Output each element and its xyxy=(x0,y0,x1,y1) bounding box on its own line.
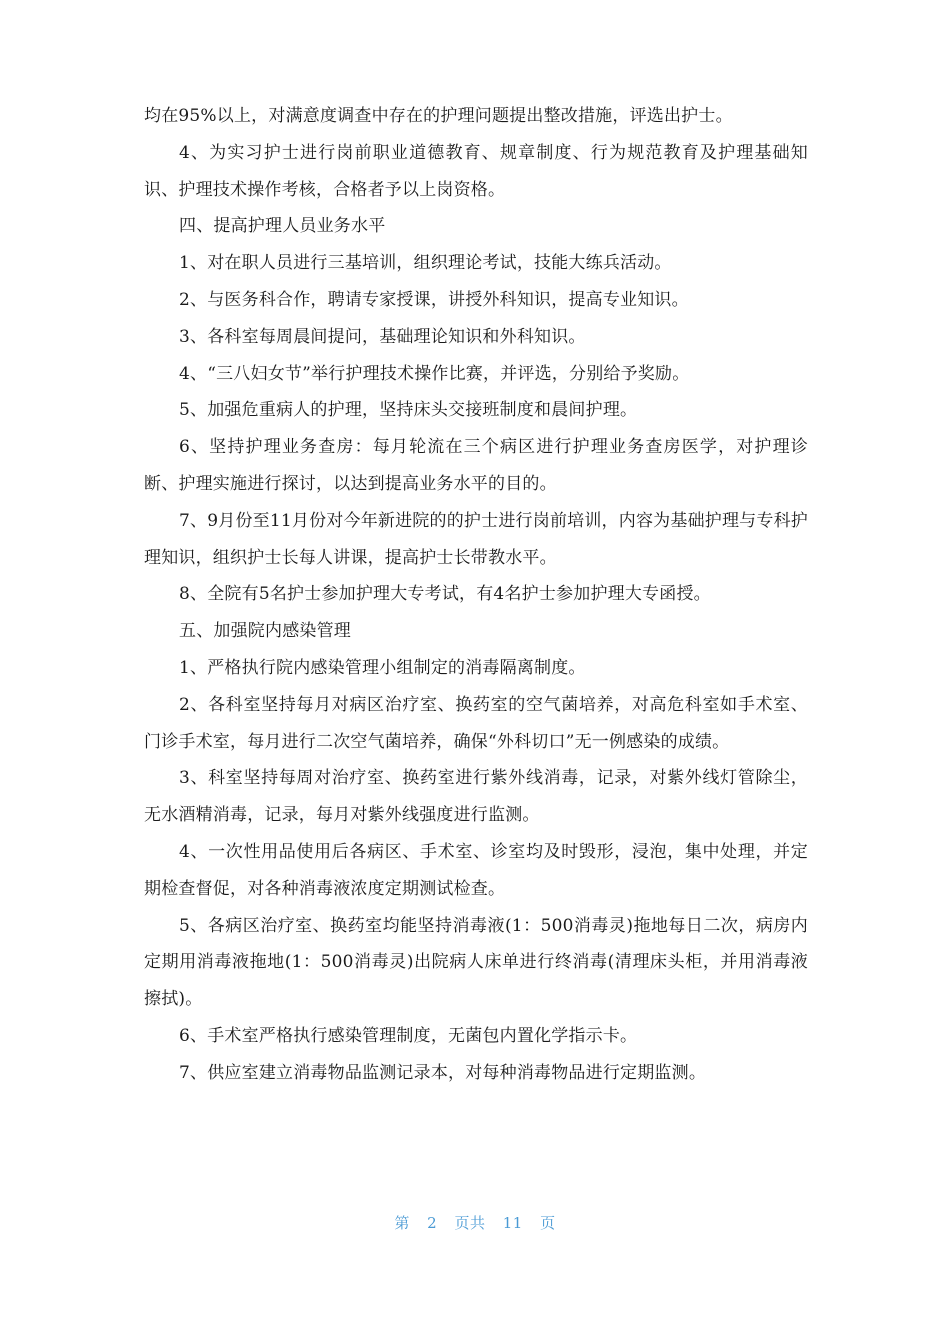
paragraph: 6、手术室严格执行感染管理制度，无菌包内置化学指示卡。 xyxy=(179,1025,638,1046)
document-body xyxy=(144,98,808,1092)
page-footer xyxy=(0,1212,950,1233)
paragraph: 4、一次性用品使用后各病区、手术室、诊室均及时毁形，浸泡，集中处理，并定期检查督促，对各种消毒液浓度定期测试检查。 xyxy=(144,841,808,899)
paragraph: 2、各科室坚持每月对病区治疗室、换药室的空气菌培养，对高危科室如手术室、门诊手术室，每月进行二次空气菌培养，确保“外科切口”无一例感染的成绩。 xyxy=(144,694,808,752)
paragraph: 1、严格执行院内感染管理小组制定的消毒隔离制度。 xyxy=(179,657,586,678)
paragraph: 2、与医务科合作，聘请专家授课，讲授外科知识，提高专业知识。 xyxy=(179,289,689,310)
footer-prefix: 第 xyxy=(394,1214,410,1232)
footer-total-pages: 11 xyxy=(502,1214,523,1232)
paragraph: 3、各科室每周晨间提问，基础理论知识和外科知识。 xyxy=(179,326,586,347)
paragraph: 5、加强危重病人的护理，坚持床头交接班制度和晨间护理。 xyxy=(179,400,638,421)
footer-suffix: 页 xyxy=(540,1214,556,1232)
paragraph: 8、全院有5名护士参加护理大专考试，有4名护士参加护理大专函授。 xyxy=(179,584,711,605)
paragraph: 1、对在职人员进行三基培训，组织理论考试，技能大练兵活动。 xyxy=(179,253,672,274)
footer-page-number: 2 xyxy=(427,1214,438,1232)
paragraph: 6、坚持护理业务查房：每月轮流在三个病区进行护理业务查房医学，对护理诊断、护理实施进行探讨，以达到提高业务水平的目的。 xyxy=(144,437,808,494)
footer-middle: 页共 xyxy=(454,1214,486,1232)
paragraph: 4、为实习护士进行岗前职业道德教育、规章制度、行为规范教育及护理基础知识、护理技术操作考核，合格者予以上岗资格。 xyxy=(144,142,808,200)
paragraph: 3、科室坚持每周对治疗室、换药室进行紫外线消毒，记录，对紫外线灯管除尘，无水酒精消毒，记录，每月对紫外线强度进行监测。 xyxy=(144,768,808,826)
paragraph: 五、加强院内感染管理 xyxy=(179,621,351,642)
paragraph: 4、“三八妇女节”举行护理技术操作比赛，并评选，分别给予奖励。 xyxy=(179,363,690,384)
paragraph: 均在95%以上，对满意度调查中存在的护理问题提出整改措施，评选出护士。 xyxy=(144,106,733,126)
paragraph: 5、各病区治疗室、换药室均能坚持消毒液(1：500消毒灵)拖地每日二次，病房内定期用消毒液拖地(1：500消毒灵)出院病人床单进行终消毒(清理床头柜，并用消毒液擦拭)。 xyxy=(144,915,808,1010)
paragraph: 7、供应室建立消毒物品监测记录本，对每种消毒物品进行定期监测。 xyxy=(179,1062,707,1083)
paragraph: 7、9月份至11月份对今年新进院的的护士进行岗前培训，内容为基础护理与专科护理知识，组织护士长每人讲课，提高护士长带教水平。 xyxy=(144,510,808,568)
paragraph: 四、提高护理人员业务水平 xyxy=(179,216,386,237)
